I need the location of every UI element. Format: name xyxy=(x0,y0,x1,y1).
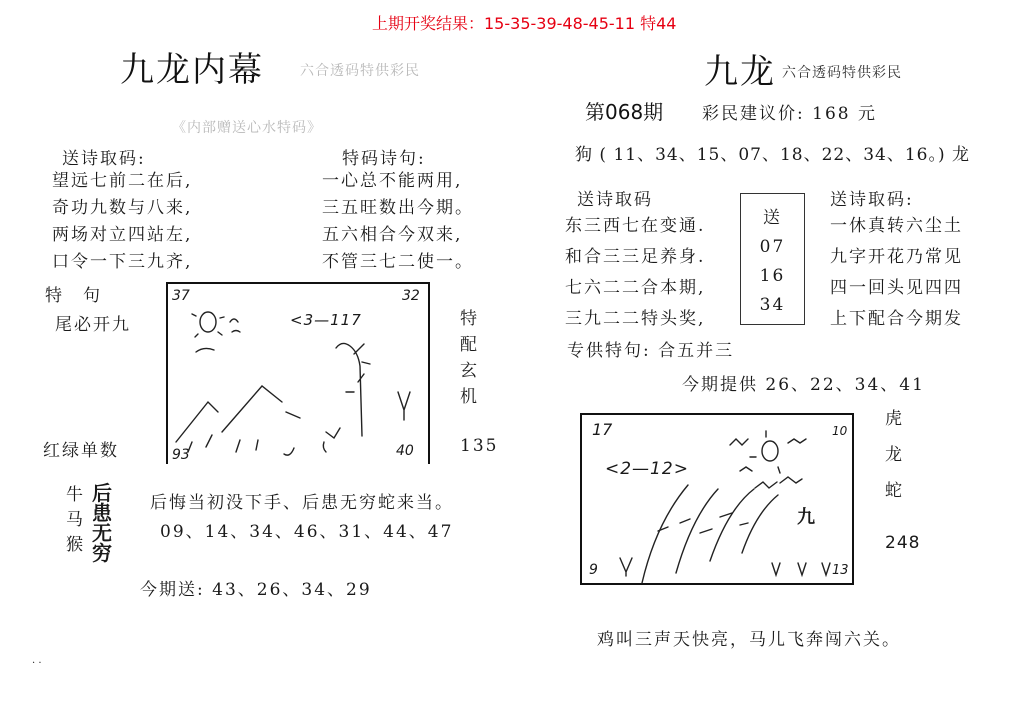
poem-line: 不管三七二使一。 xyxy=(322,252,474,272)
drawing-corner-br: 13 xyxy=(832,563,849,578)
right-side-number: 248 xyxy=(885,533,921,553)
zodiac-char: 牛 xyxy=(66,485,85,505)
right-subtitle: 六合透码特供彩民 xyxy=(782,65,902,81)
previous-draw-result-banner: 上期开奖结果：15-35-39-48-45-11 特44 xyxy=(372,14,677,33)
poem-line: 和合三三足养身. xyxy=(565,247,706,267)
red-green-label: 红绿单数 xyxy=(43,441,119,461)
special-phrase-text: 尾必开九 xyxy=(55,315,131,335)
bold-vertical-phrase xyxy=(92,483,112,563)
poem-line: 四一回头见四四 xyxy=(830,278,963,298)
special-phrase-heading: 特 句 xyxy=(45,286,102,306)
left-title: 九龙内幕 xyxy=(120,50,264,90)
left-side-vertical xyxy=(460,310,479,406)
zodiac-char: 猴 xyxy=(66,535,85,555)
today-send: 今期送: 43、26、34、29 xyxy=(140,580,372,600)
bold-char: 患 xyxy=(92,501,112,525)
left-side-number: 135 xyxy=(460,436,499,456)
drawing-corner-br: 40 xyxy=(396,443,414,459)
right-poem-left-lines xyxy=(565,215,705,331)
poem-line: 口令一下三九齐, xyxy=(52,252,193,272)
poem-line: 上下配合今期发 xyxy=(830,309,963,329)
poem-line: 奇功九数与八来, xyxy=(52,198,193,218)
send-numbers-box xyxy=(740,193,805,325)
left-numbers-line: 09、14、34、46、31、44、47 xyxy=(160,522,454,542)
poem-line: 东三西七在变通. xyxy=(565,216,706,236)
vertical-char: 虎 xyxy=(885,409,904,429)
poem-line: 三九二二特头奖, xyxy=(565,309,706,329)
left-tagline: 《内部赠送心水特码》 xyxy=(172,120,322,136)
right-side-vertical xyxy=(885,410,904,500)
right-poem-left-heading: 送诗取码 xyxy=(577,190,653,210)
poem-line: 两场对立四站左, xyxy=(52,225,193,245)
vertical-char: 特 xyxy=(460,309,479,329)
drawing-corner-tr: 10 xyxy=(832,424,848,438)
drawing-corner-bl: 9 xyxy=(589,562,598,578)
poem-line: 一心总不能两用, xyxy=(322,171,463,191)
right-title: 九龙 xyxy=(704,52,776,92)
drawing-corner-tl: 17 xyxy=(592,420,613,439)
poem-line: 九字开花乃常见 xyxy=(830,247,963,267)
drawing-char: 九 xyxy=(797,507,815,528)
vertical-char: 龙 xyxy=(885,445,904,465)
send-box-number: 16 xyxy=(759,266,786,287)
poem-line: 七六二二合本期, xyxy=(565,278,706,298)
zodiac-char: 马 xyxy=(66,510,85,530)
dog-dragon-numbers: 狗 ( 11、34、15、07、18、22、34、16。) 龙 xyxy=(575,145,971,165)
drawing-corner-tr: 32 xyxy=(402,288,420,304)
suggested-price: 彩民建议价: 168 元 xyxy=(702,104,877,124)
drawing-corner-bl: 93 xyxy=(172,447,190,463)
left-verse: 后悔当初没下手、后患无穷蛇来当。 xyxy=(150,493,454,513)
poem-line: 一休真转六尘土 xyxy=(830,216,963,236)
drawing-center-text: <2—12> xyxy=(605,459,689,479)
today-provide: 今期提供 26、22、34、41 xyxy=(682,375,925,395)
stray-dots: . . xyxy=(32,655,42,666)
sketch-rain-sun-icon xyxy=(580,413,860,588)
right-special-phrase: 专供特句: 合五并三 xyxy=(567,341,735,361)
poem-send-heading: 送诗取码: xyxy=(62,149,146,169)
poem-line: 五六相合今双来, xyxy=(322,225,463,245)
poem-line: 望远七前二在后, xyxy=(52,171,193,191)
send-box-number: 07 xyxy=(759,236,786,257)
left-subtitle: 六合透码特供彩民 xyxy=(300,63,420,79)
poem-special-lines xyxy=(322,170,474,274)
closing-verse: 鸡叫三声天快亮，马儿飞奔闯六关。 xyxy=(597,630,901,650)
issue-number: 第068期 xyxy=(585,100,664,124)
drawing-center-text: <3—117 xyxy=(290,311,362,329)
poem-line: 三五旺数出今期。 xyxy=(322,198,474,218)
vertical-char: 配 xyxy=(460,335,479,355)
poem-send-lines xyxy=(52,170,192,274)
zodiac-vertical xyxy=(66,487,85,554)
vertical-char: 玄 xyxy=(460,361,479,381)
right-poem-right-lines xyxy=(830,215,963,331)
bold-char: 后 xyxy=(92,481,112,505)
send-box-label: 送 xyxy=(763,207,782,228)
vertical-char: 蛇 xyxy=(885,481,904,501)
sketch-mountains-tree-icon xyxy=(166,282,436,472)
send-box-number: 34 xyxy=(759,295,786,316)
poem-special-heading: 特码诗句: xyxy=(342,149,426,169)
bold-char: 穷 xyxy=(92,541,112,565)
vertical-char: 机 xyxy=(460,387,479,407)
drawing-corner-tl: 37 xyxy=(172,288,190,304)
bold-char: 无 xyxy=(92,521,112,545)
right-poem-right-heading: 送诗取码: xyxy=(830,190,914,210)
